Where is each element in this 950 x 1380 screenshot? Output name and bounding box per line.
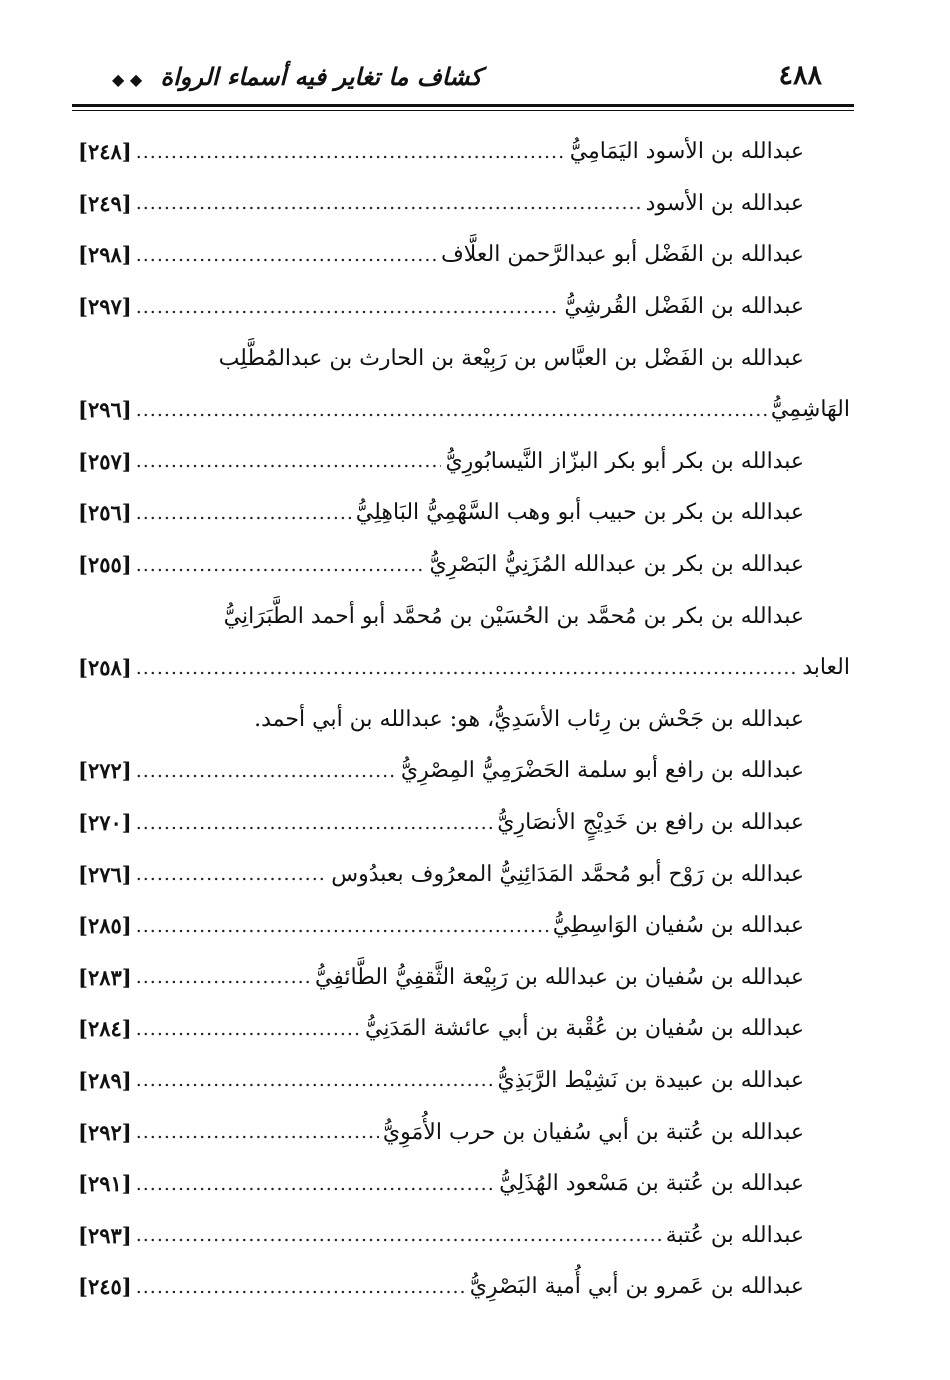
dot-leader bbox=[136, 554, 426, 576]
entry-name: عبدالله بن سُفيان بن عُقْبة بن أبي عائشة المَدَنِيُّ bbox=[364, 1016, 804, 1042]
index-entry bbox=[78, 1209, 804, 1261]
index-entry bbox=[78, 281, 804, 333]
dot-leader bbox=[136, 915, 549, 937]
entry-name: عبدالله بن عُتبة bbox=[665, 1222, 804, 1248]
dot-leader bbox=[136, 1018, 361, 1040]
entry-name: عبدالله بن رافع بن خَدِيْجٍ الأنصَارِيُّ bbox=[497, 810, 804, 836]
index-entry bbox=[78, 126, 804, 178]
header-rule-thick bbox=[72, 104, 854, 107]
index-entry-first-line bbox=[78, 590, 804, 642]
dot-leader bbox=[136, 1069, 494, 1091]
index-entry bbox=[78, 1106, 804, 1158]
index-entry-continuation bbox=[78, 384, 850, 436]
entry-name: عبدالله بن بكر بن مُحمَّد بن الحُسَيْن بن مُحمَّد أبو أحمد الطَّبَرَانِيُّ bbox=[223, 603, 804, 629]
dot-leader bbox=[136, 966, 311, 988]
entry-reference: [٢٩٢] bbox=[78, 1119, 132, 1145]
index-entry bbox=[78, 229, 804, 281]
index-entry bbox=[78, 900, 804, 952]
entry-name: عبدالله بن عَمرو بن أبي أُمية البَصْرِيُّ bbox=[469, 1274, 804, 1300]
entry-name: عبدالله بن عبيدة بن نَشِيْط الرَّبَذِيُّ bbox=[497, 1067, 804, 1093]
header-rule-thin bbox=[72, 110, 854, 111]
page-header bbox=[72, 56, 852, 100]
entry-name: عبدالله بن سُفيان الوَاسِطِيُّ bbox=[552, 913, 804, 939]
entry-reference: [٢٧٦] bbox=[78, 861, 132, 887]
entry-reference: [٢٥٧] bbox=[78, 448, 132, 474]
entry-name: عبدالله بن جَحْش بن رِئاب الأسَدِيُّ، هو: عبدالله بن أبي أحمد. bbox=[254, 706, 804, 732]
index-entry bbox=[78, 1261, 804, 1313]
entry-name: عبدالله بن الأسود اليَمَامِيُّ bbox=[569, 139, 804, 165]
entry-name: عبدالله بن سُفيان بن عبدالله بن رَبِيْعة الثَّقفِيُّ الطَّائفِيُّ bbox=[314, 964, 804, 990]
entry-reference: [٢٤٥] bbox=[78, 1274, 132, 1300]
entry-name: عبدالله بن الفَضْل بن العبَّاس بن رَبِيْعة بن الحارث بن عبدالمُطَّلِب bbox=[218, 345, 804, 371]
index-entry bbox=[78, 848, 804, 900]
entry-reference: [٢٩١] bbox=[78, 1171, 132, 1197]
entry-reference: [٢٨٣] bbox=[78, 964, 132, 990]
index-entry bbox=[78, 745, 804, 797]
dot-leader bbox=[136, 244, 437, 266]
entry-reference: [٢٤٨] bbox=[78, 139, 132, 165]
entry-reference: [٢٩٨] bbox=[78, 242, 132, 268]
entry-name: عبدالله بن الفَضْل أبو عبدالرَّحمن العلَّاف bbox=[440, 242, 804, 268]
dot-leader bbox=[136, 1224, 662, 1246]
entry-name: عبدالله بن بكر بن حبيب أبو وهب السَّهْمِيُّ البَاهِلِيُّ bbox=[355, 500, 804, 526]
entry-name: العابد bbox=[802, 655, 850, 681]
entry-name: عبدالله بن رَوْح أبو مُحمَّد المَدَائِنِيُّ المعرُوف بعبدُوس bbox=[331, 861, 804, 887]
entry-name: عبدالله بن بكر بن عبدالله المُزَنِيُّ البَصْرِيُّ bbox=[429, 552, 804, 578]
dot-leader bbox=[136, 141, 566, 163]
dot-leader bbox=[136, 296, 561, 318]
entry-name: عبدالله بن بكر أبو بكر البزّاز النَّيسابُورِيُّ bbox=[445, 448, 804, 474]
index-entry bbox=[78, 797, 804, 849]
entry-reference: [٢٨٩] bbox=[78, 1067, 132, 1093]
dot-leader bbox=[136, 450, 442, 472]
dot-leader bbox=[136, 812, 494, 834]
index-entry bbox=[78, 1003, 804, 1055]
dot-leader bbox=[136, 192, 642, 214]
index-entry bbox=[78, 952, 804, 1004]
entry-name: عبدالله بن الفَضْل القُرشِيُّ bbox=[564, 294, 804, 320]
dot-leader bbox=[136, 1121, 379, 1143]
entry-reference: [٢٥٥] bbox=[78, 552, 132, 578]
entry-reference: [٢٥٨] bbox=[78, 655, 132, 681]
dot-leader bbox=[136, 863, 328, 885]
entry-reference: [٢٩٣] bbox=[78, 1222, 132, 1248]
entry-reference: [٢٥٦] bbox=[78, 500, 132, 526]
index-entry bbox=[78, 1055, 804, 1107]
entry-reference: [٢٧٠] bbox=[78, 810, 132, 836]
index-entry bbox=[78, 436, 804, 488]
index-entries bbox=[78, 126, 850, 1313]
dot-leader bbox=[136, 760, 397, 782]
entry-reference: [٢٧٢] bbox=[78, 758, 132, 784]
entry-name: عبدالله بن عُتبة بن مَسْعود الهُذَلِيُّ bbox=[499, 1171, 804, 1197]
dot-leader bbox=[136, 502, 352, 524]
entry-name: عبدالله بن رافع أبو سلمة الحَضْرَمِيُّ المِصْرِيُّ bbox=[400, 758, 804, 784]
page-number: ٤٨٨ bbox=[778, 60, 822, 91]
entry-name: عبدالله بن الأسود bbox=[645, 190, 804, 216]
index-entry bbox=[78, 487, 804, 539]
index-cross-reference bbox=[78, 694, 804, 746]
running-title-text: كشاف ما تغاير فيه أسماء الرواة bbox=[160, 62, 482, 91]
dot-leader bbox=[136, 399, 767, 421]
index-entry-continuation bbox=[78, 642, 850, 694]
diamond-ornament-icon: ◆ ◆ bbox=[112, 70, 143, 89]
running-title bbox=[112, 62, 482, 91]
dot-leader bbox=[136, 1276, 466, 1298]
entry-reference: [٢٩٧] bbox=[78, 294, 132, 320]
index-entry-first-line bbox=[78, 332, 804, 384]
index-entry bbox=[78, 178, 804, 230]
entry-reference: [٢٨٤] bbox=[78, 1016, 132, 1042]
entry-name: الهَاشِمِيُّ bbox=[770, 397, 850, 423]
entry-reference: [٢٩٦] bbox=[78, 397, 132, 423]
dot-leader bbox=[136, 657, 798, 679]
index-entry bbox=[78, 1158, 804, 1210]
index-entry bbox=[78, 539, 804, 591]
entry-reference: [٢٨٥] bbox=[78, 913, 132, 939]
entry-name: عبدالله بن عُتبة بن أبي سُفيان بن حرب الأُمَوِيُّ bbox=[382, 1119, 804, 1145]
entry-reference: [٢٤٩] bbox=[78, 190, 132, 216]
dot-leader bbox=[136, 1173, 495, 1195]
